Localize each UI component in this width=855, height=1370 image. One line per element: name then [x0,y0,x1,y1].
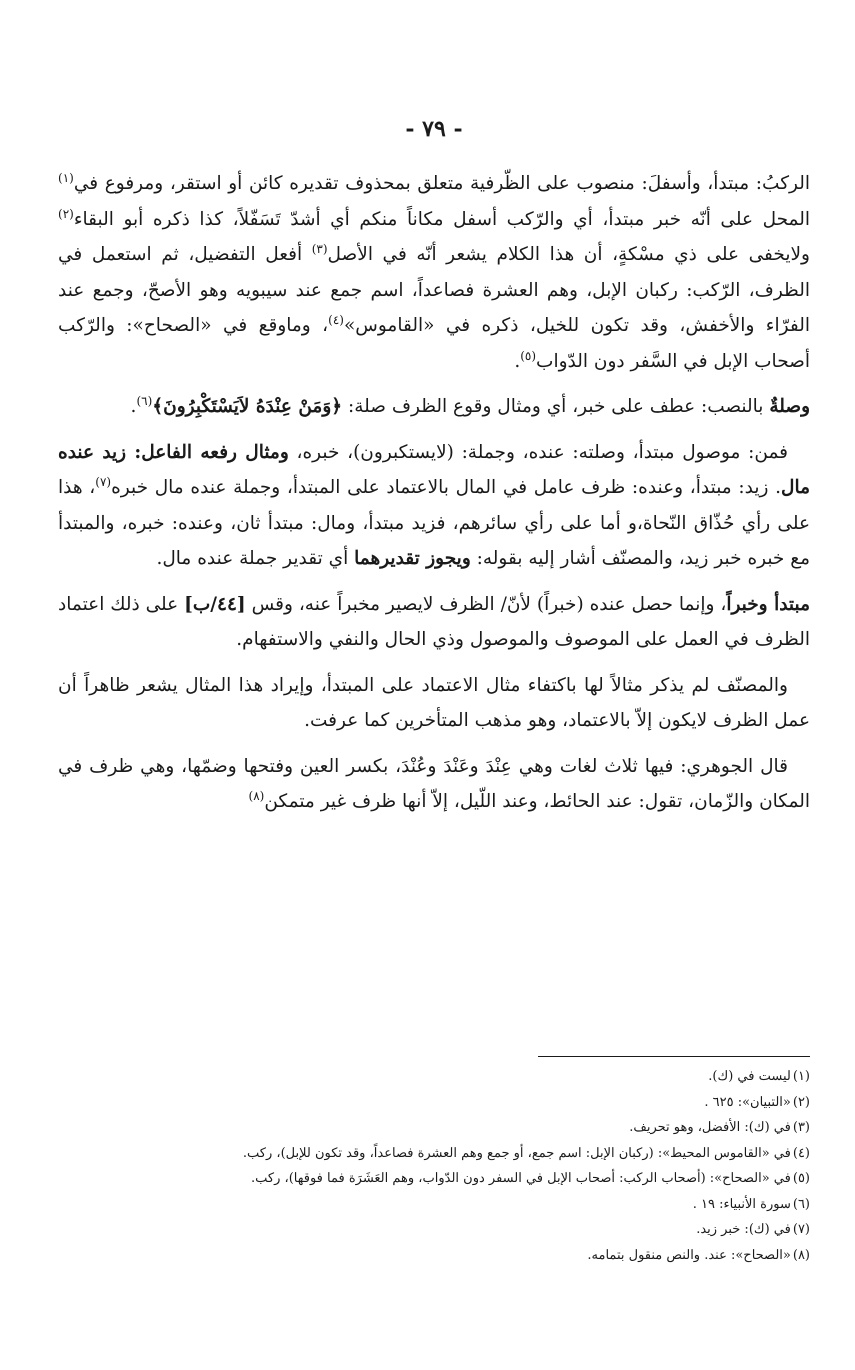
footnote-8 [58,1243,810,1269]
paragraph-6 [58,749,810,820]
footnote-ref-7[interactable]: (٧) [95,474,112,489]
page-number: - ٧٩ - [405,116,463,142]
footnote-3 [58,1115,810,1141]
footnote-7 [58,1217,810,1243]
footnote-ref-6[interactable]: (٦) [136,393,153,408]
footnote-text: في «القاموس المحيط»: (ركبان الإبل: اسم جمع، أو جمع وهم العشرة فصاعداً، وقد تكون للإبل)، ركب. [242,1145,791,1161]
text-run: ، وإنما حصل عنده (خبراً) لأنّ/ الظرف لايصير مخبراً عنه، وقس [245,593,727,615]
bold-term: مبتدأ وخبراً [726,593,810,615]
text-run: أي تقدير جملة عنده مال. [156,548,355,569]
text-run: قال الجوهري: فيها ثلاث لغات وهي عِنْدَ وعَنْدَ وعُنْدَ، بكسر العين وفتحها وضمّها، وهي ظرف في المكان والزّمان، تقول: عند الحائط، وعند اللّيل، إلاّ أنها ظرف غير متمكن [58,755,810,812]
footnote-separator [538,1056,810,1057]
footnote-number: (٣) [792,1120,810,1135]
bold-term: ومثال رفعه الفاعل: زيد عنده مال [58,441,810,498]
footnote-ref-8[interactable]: (٨) [248,788,265,803]
footnote-number: (٤) [792,1145,810,1161]
bold-term: ويجوز تقديرهما [354,548,471,569]
paragraph-1 [58,166,810,379]
text-run: والمصنّف لم يذكر مثالاً لها باكتفاء مثال الاعتماد على المبتدأ، وإيراد هذا المثال يشعر ظاهراً أن عمل الظرف لايكون إلاّ بالاعتماد، وهو مذهب المتأخرين كما عرفت. [58,674,810,731]
paragraph-2 [58,389,810,425]
paragraph-5 [58,668,810,739]
footnote-text: في (ك): الأفضل، وهو تحريف. [629,1120,791,1135]
text-run: . [514,350,521,372]
footnote-number: (٧) [792,1222,810,1237]
footnote-number: (٨) [792,1247,810,1263]
text-run: أفعل التفضيل، ثم استعمل في الظرف، الرّكب: ركبان الإبل، وهم العشرة فصاعداً، اسم جمع عند سيبويه وهو الأصحّ، وجمع عند الفرّاء والأخفش، وقد تكون للخيل، ذكره في «القاموس» [58,244,810,336]
folio-marker: [٤٤/ب] [184,593,246,615]
text-run: المحل على أنّه خبر مبتدأ، أي والرّكب أسفل مكاناً منكم أي أشدّ تَسَفّلاً، كذا ذكره أبو البقاء [73,208,810,230]
bold-term: وصلةٌ [769,396,810,417]
footnote-text: «الصحاح»: عند. والنص منقول بتمامه. [587,1247,791,1263]
footnote-ref-3[interactable]: (٣) [311,241,328,256]
body-text [58,166,810,830]
footnote-ref-2[interactable]: (٢) [58,206,74,221]
quran-verse: ﴿وَمَنْ عِنْدَهُ لاَيَسْتَكْبِرُونَ﴾ [152,396,343,417]
footnote-number: (٦) [792,1196,810,1212]
footnote-text: سورة الأنبياء: ١٩ . [692,1196,791,1212]
text-run: . زيد: مبتدأ، وعنده: ظرف عامل في المال بالاعتماد على المبتدأ، وجملة عنده مال خبره [111,477,781,498]
footnote-number: (١) [792,1069,810,1084]
footnote-ref-5[interactable]: (٥) [520,348,537,363]
footnote-ref-4[interactable]: (٤) [328,312,344,327]
footnote-5 [58,1166,810,1192]
book-page [58,0,810,1370]
text-run: ، وماوقع في «الصحاح»: والرّكب أصحاب الإبل في السَّفر دون الدّواب [58,315,810,372]
text-run: ولايخفى على ذي مسْكةٍ، أن هذا الكلام يشعر أنّه في الأصل [327,244,810,265]
text-run: ، هذا على رأي حُذّاق النّحاة،و أما على رأي سائرهم، فزيد مبتدأ، ومال: مبتدأ ثان، وعنده: خبره، والمبتدأ مع خبره خبر زيد، والمصنّف أشار إليه بقوله: [58,477,810,569]
paragraph-3 [58,435,810,577]
footnote-2 [58,1090,810,1116]
text-run: فمن: موصول مبتدأ، وصلته: عنده، وجملة: (لايستكبرون)، خبره، [288,441,788,463]
text-run: على ذلك اعتماد الظرف في العمل على الموصوف والموصول وذي الحال والنفي والاستفهام. [58,593,810,650]
footnotes-list [58,1064,810,1268]
text-run: الركبُ: مبتدأ، وأسفلَ: منصوب على الظّرفية متعلق بمحذوف تقديره كائن أو استقر، ومرفوع في [73,173,810,194]
text-run: . [130,396,137,417]
footnote-4 [58,1141,810,1167]
footnote-text: في (ك): خبر زيد. [696,1222,791,1237]
footnote-number: (٢) [792,1094,810,1110]
footnote-text: «التبيان»: ٦٢٥ . [704,1094,791,1110]
footnote-6 [58,1192,810,1218]
text-run: بالنصب: عطف على خبر، أي ومثال وقوع الظرف صلة: [342,396,770,417]
footnote-1 [58,1064,810,1090]
footnote-text: ليست في (ك). [708,1069,791,1084]
paragraph-4 [58,587,810,658]
footnote-ref-1[interactable]: (١) [58,170,74,185]
footnote-text: في «الصحاح»: (أصحاب الركب: أصحاب الإبل في السفر دون الدّواب، وهم العَشَرَة فما فوقها)، ركب. [251,1171,791,1186]
footnote-number: (٥) [792,1171,810,1186]
